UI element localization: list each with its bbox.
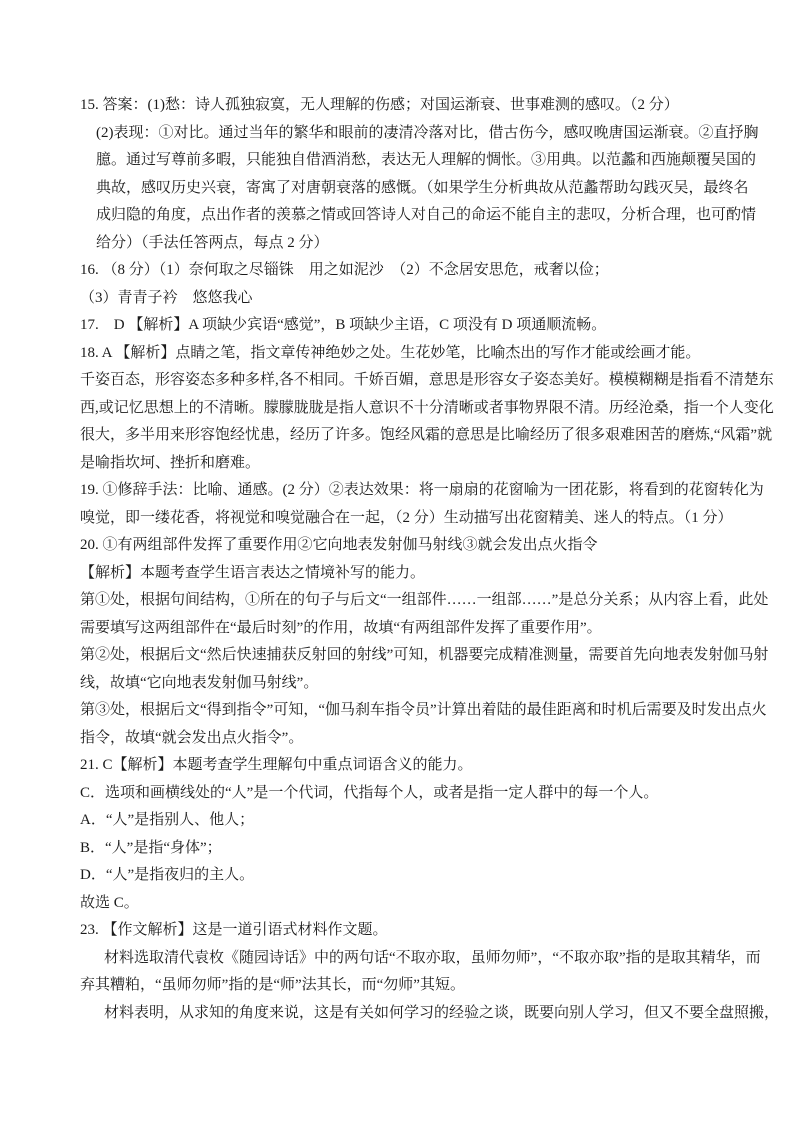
text-line: 【解析】本题考查学生语言表达之情境补写的能力。 <box>80 564 426 581</box>
text-line: C．选项和画横线处的“人”是一个代词，代指每个人，或者是指一定人群中的每一个人。 <box>80 784 659 801</box>
text-line: 需要填写这两组部件在“最后时刻”的作用，故填“有两组部件发挥了重要作用”。 <box>80 619 602 636</box>
answer-key-document <box>0 92 800 1027</box>
text-line: 给分）（手法任答两点，每点 2 分） <box>96 234 329 251</box>
text-line: 成归隐的角度，点出作者的羡慕之情或回答诗人对自己的命运不能自主的悲叹，分析合理，也可酌情 <box>96 207 757 223</box>
text-line: 第②处，根据后文“然后快速捕获反射回的射线”可知，机器要完成精准测量，需要首先向地表发射伽马射 <box>80 647 769 663</box>
text-line: 16. （8 分）（1）奈何取之尽锱铢 用之如泥沙 （2）不念居安思危，戒奢以俭； <box>80 262 609 278</box>
text-line: 典故，感叹历史兴衰，寄寓了对唐朝衰落的感慨。（如果学生分析典故从范蠡帮助勾践灭吴，最终名 <box>96 179 749 196</box>
text-line: 材料表明，从求知的角度来说，这是有关如何学习的经验之谈，既要向别人学习，但又不要全盘照搬， <box>104 1004 780 1021</box>
text-line: 第③处，根据后文“得到指令”可知，“伽马刹车指令员”计算出着陆的最佳距离和时机后需要及时发出点火 <box>80 702 767 718</box>
text-line: 西,或记忆思想上的不清晰。朦朦胧胧是指人意识不十分清晰或者事物界限不清。历经沧桑，指一个人变化 <box>80 399 774 416</box>
text-line: 20. ①有两组部件发挥了重要作用②它向地表发射伽马射线③就会发出点火指令 <box>80 537 598 553</box>
text-line: 很大，多半用来形容饱经忧患，经历了许多。饱经风霜的意思是比喻经历了很多艰难困苦的磨炼,“风霜”就 <box>80 427 773 443</box>
text-line: (2)表现：①对比。通过当年的繁华和眼前的凄清冷落对比，借古伤今，感叹晚唐国运渐衰。②直抒胸 <box>96 124 759 141</box>
text-line: 15. 答案：(1)愁：诗人孤独寂寞，无人理解的伤感；对国运渐衰、世事难测的感叹。（2 分） <box>80 97 679 113</box>
text-line: B．“人”是指“身体”； <box>80 839 222 856</box>
text-line: 千姿百态，形容姿态多种多样,各不相同。千娇百媚，意思是形容女子姿态美好。模模糊糊是指看不清楚东 <box>80 372 774 388</box>
text-line: 19. ①修辞手法：比喻、通感。(2 分）②表达效果：将一扇扇的花窗喻为一团花影，将看到的花窗转化为 <box>80 482 764 498</box>
text-line: 弃其糟粕，“虽师勿师”指的是“师”法其长，而“勿师”其短。 <box>80 977 465 993</box>
text-line: D．“人”是指夜归的主人。 <box>80 867 255 883</box>
text-line: 指令，故填“就会发出点火指令”。 <box>80 729 304 746</box>
text-line: 材料选取清代袁枚《随园诗话》中的两句话“不取亦取，虽师勿师”，“不取亦取”指的是取其精华，而 <box>104 949 761 966</box>
text-line: 18. A 【解析】点睛之笔，指文章传神绝妙之处。生花妙笔，比喻杰出的写作才能或绘画才能。 <box>80 344 701 361</box>
text-line: 21. C【解析】本题考查学生理解句中重点词语含义的能力。 <box>80 757 473 773</box>
text-line: 嗅觉，即一缕花香，将视觉和嗅觉融合在一起，（2 分）生动描写出花窗精美、迷人的特点。（1 分） <box>80 509 733 526</box>
text-line: 17. D 【解析】A 项缺少宾语“感觉”，B 项缺少主语，C 项没有 D 项通顺流畅。 <box>80 317 607 333</box>
text-line: 23. 【作文解析】这是一道引语式材料作文题。 <box>80 922 388 938</box>
text-line: 是喻指坎坷、挫折和磨难。 <box>80 454 261 471</box>
text-line: 线，故填“它向地表发射伽马射线”。 <box>80 674 319 691</box>
text-line: A．“人”是指别人、他人； <box>80 812 255 828</box>
text-line: （3）青青子衿 悠悠我心 <box>80 289 253 306</box>
text-line: 第①处，根据句间结构，①所在的句子与后文“一组部件……一组部……”是总分关系；从内容上看，此处 <box>80 592 769 608</box>
text-line: 故选 C。 <box>80 894 139 911</box>
text-line: 臆。通过写尊前多暇，只能独自借酒消愁，表达无人理解的惆怅。③用典。以范蠡和西施颠覆吴国的 <box>96 152 757 168</box>
